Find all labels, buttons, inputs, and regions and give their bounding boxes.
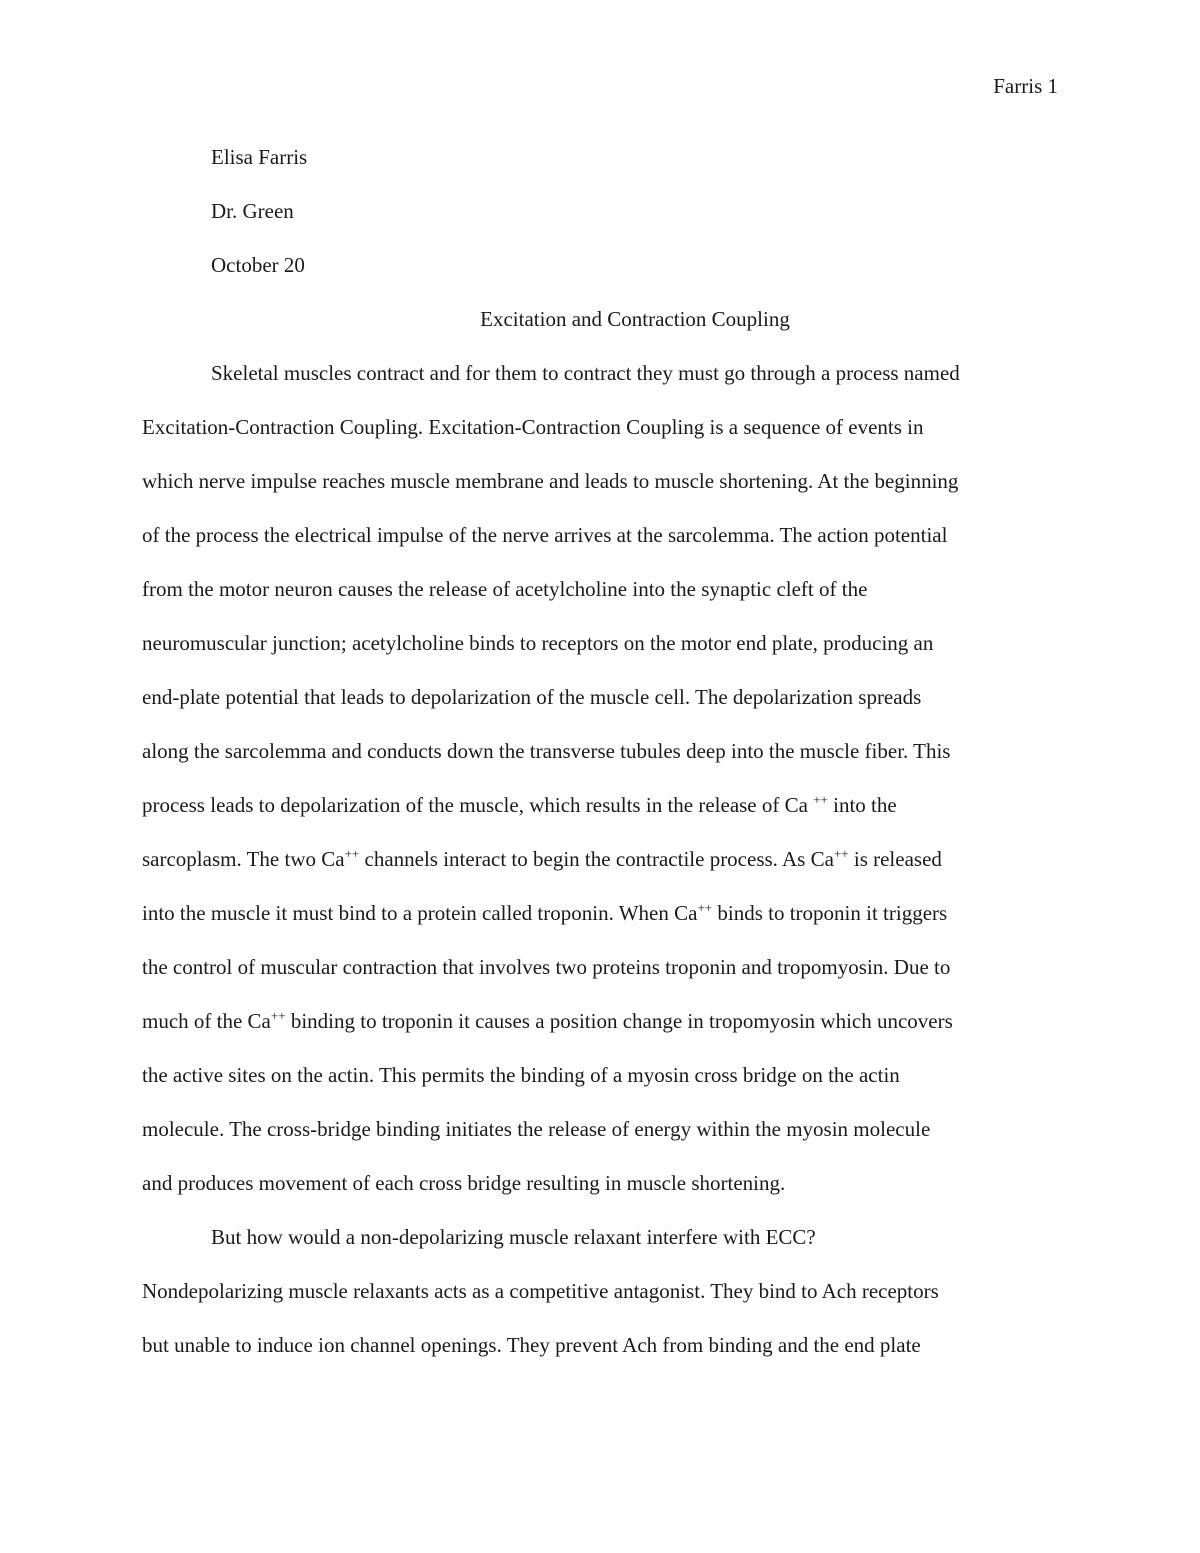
superscript: ++: [833, 846, 849, 861]
text-run: much of the Ca: [142, 1009, 271, 1033]
superscript: ++: [344, 846, 360, 861]
superscript: ++: [270, 1008, 286, 1023]
instructor-name: Dr. Green: [211, 199, 294, 223]
text-run: binds to troponin it triggers: [712, 901, 948, 925]
paragraph-line: [142, 899, 947, 930]
superscript: ++: [697, 900, 713, 915]
running-head: Farris 1: [993, 74, 1058, 98]
paragraph-line: Nondepolarizing muscle relaxants acts as a competitive antagonist. They bind to Ach receptors: [142, 1279, 939, 1303]
paragraph-line: Excitation-Contraction Coupling. Excitation-Contraction Coupling is a sequence of events in: [142, 415, 924, 439]
superscript: ++: [813, 792, 828, 807]
paragraph-line: from the motor neuron causes the release of acetylcholine into the synaptic cleft of the: [142, 577, 868, 601]
text-run: into the: [827, 793, 897, 817]
paragraph-line: end-plate potential that leads to depolarization of the muscle cell. The depolarization spreads: [142, 685, 922, 709]
text-run: into the muscle it must bind to a protein called troponin. When Ca: [142, 901, 698, 925]
paragraph-line: molecule. The cross-bridge binding initiates the release of energy within the myosin molecule: [142, 1117, 931, 1141]
document-title: Excitation and Contraction Coupling: [480, 307, 790, 331]
paragraph-line: the control of muscular contraction that involves two proteins troponin and tropomyosin. Due to: [142, 955, 951, 979]
author-name: Elisa Farris: [211, 145, 308, 169]
paragraph-line: which nerve impulse reaches muscle membrane and leads to muscle shortening. At the beginning: [142, 469, 959, 493]
paragraph-line: of the process the electrical impulse of the nerve arrives at the sarcolemma. The action potential: [142, 523, 948, 547]
text-run: process leads to depolarization of the muscle, which results in the release of Ca: [142, 793, 814, 817]
paragraph-line: [142, 791, 897, 822]
paragraph-line: the active sites on the actin. This permits the binding of a myosin cross bridge on the actin: [142, 1063, 900, 1087]
paragraph-line: [142, 845, 942, 876]
text-run: sarcoplasm. The two Ca: [142, 847, 345, 871]
paragraph-line: and produces movement of each cross bridge resulting in muscle shortening.: [142, 1171, 786, 1195]
paragraph-line: neuromuscular junction; acetylcholine binds to receptors on the motor end plate, producing an: [142, 631, 934, 655]
paragraph-line: along the sarcolemma and conducts down the transverse tubules deep into the muscle fiber. This: [142, 739, 951, 763]
text-run: channels interact to begin the contractile process. As Ca: [359, 847, 834, 871]
text-run: is released: [848, 847, 942, 871]
paragraph-line: but unable to induce ion channel openings. They prevent Ach from binding and the end plate: [142, 1333, 921, 1357]
text-run: binding to troponin it causes a position change in tropomyosin which uncovers: [285, 1009, 953, 1033]
paragraph-line: But how would a non-depolarizing muscle relaxant interfere with ECC?: [211, 1225, 816, 1249]
paragraph-line: [142, 1007, 953, 1038]
paragraph-line: Skeletal muscles contract and for them to contract they must go through a process named: [211, 361, 960, 385]
document-date: October 20: [211, 253, 305, 277]
